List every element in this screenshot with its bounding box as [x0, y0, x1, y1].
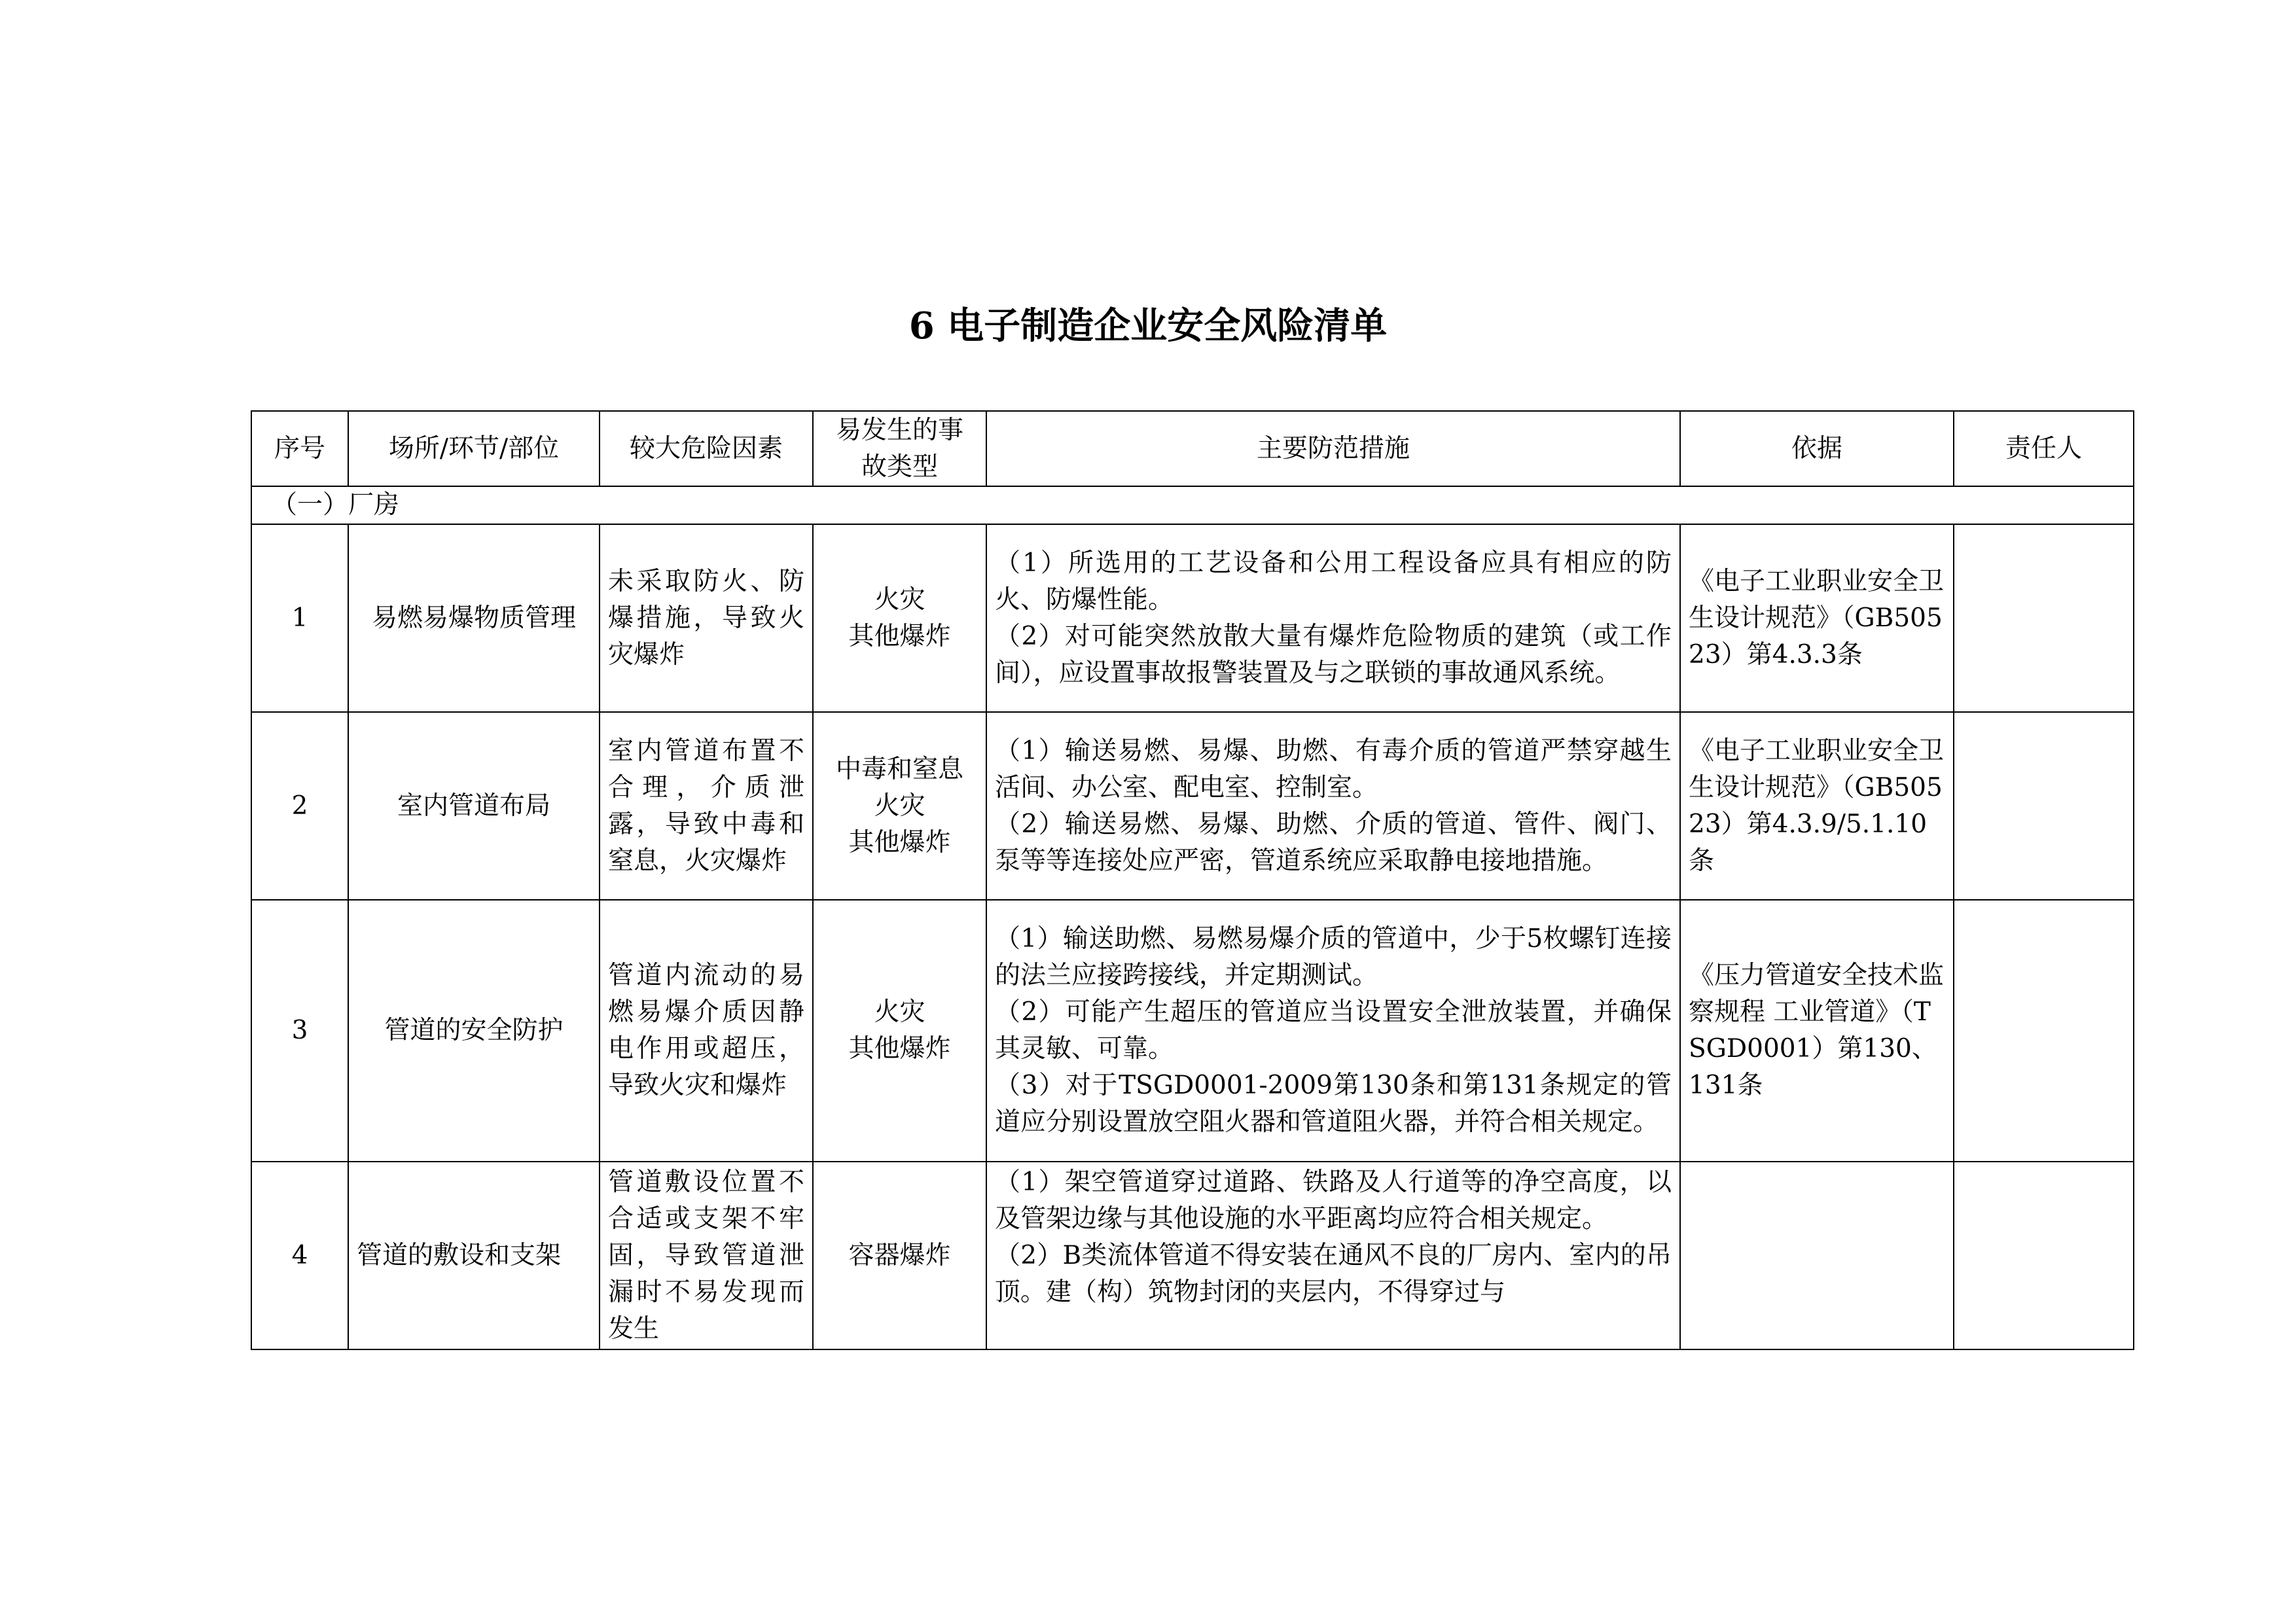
row-owner[interactable]: [1954, 524, 2134, 712]
row-owner[interactable]: [1954, 1162, 2134, 1349]
table-row: [251, 524, 2134, 712]
row-location: 管道的敷设和支架: [348, 1162, 600, 1349]
header-measures: 主要防范措施: [986, 411, 1680, 486]
row-accident-types: [813, 900, 986, 1162]
row-measures: [986, 524, 1680, 712]
table-header-row: [251, 411, 2134, 486]
table-row: [251, 712, 2134, 900]
row-basis: 《压力管道安全技术监察规程 工业管道》（TSGD0001）第130、131条: [1680, 900, 1954, 1162]
measure-item: （1）架空管道穿过道路、铁路及人行道等的净空高度，以及管架边缘与其他设施的水平距离均应符合相关规定。: [995, 1167, 1672, 1234]
row-measures: [986, 900, 1680, 1162]
accident-type: 容器爆炸: [848, 1240, 951, 1270]
row-accident-types: [813, 524, 986, 712]
row-location: 室内管道布局: [348, 712, 600, 900]
row-accident-types: [813, 712, 986, 900]
header-hazard: 较大危险因素: [600, 411, 813, 486]
row-accident-types: [813, 1162, 986, 1349]
section-row: [251, 486, 2134, 524]
row-hazard: 室内管道布置不合理，介质泄露，导致中毒和窒息，火灾爆炸: [600, 712, 813, 900]
row-location: 易燃易爆物质管理: [348, 524, 600, 712]
measure-item: （2）对可能突然放散大量有爆炸危险物质的建筑（或工作间），应设置事故报警装置及与之联锁的事故通风系统。: [995, 621, 1672, 688]
row-hazard: 管道内流动的易燃易爆介质因静电作用或超压，导致火灾和爆炸: [600, 900, 813, 1162]
accident-type: 其他爆炸: [848, 827, 951, 857]
row-owner[interactable]: [1954, 712, 2134, 900]
measure-item: （1）输送助燃、易燃易爆介质的管道中，少于5枚螺钉连接的法兰应接跨接线，并定期测试。: [995, 924, 1672, 990]
row-no: 4: [251, 1162, 348, 1349]
accident-type: 其他爆炸: [848, 621, 951, 651]
measure-item: （3）对于TSGD0001-2009第130条和第131条规定的管道应分别设置放空阻火器和管道阻火器，并符合相关规定。: [995, 1071, 1672, 1137]
table-row: [251, 900, 2134, 1162]
measure-item: （2）输送易燃、易爆、助燃、介质的管道、管件、阀门、泵等等连接处应严密，管道系统应采取静电接地措施。: [995, 809, 1672, 876]
row-hazard: [600, 1162, 813, 1349]
accident-type: 火灾: [874, 997, 925, 1027]
section-label: （一）厂房: [251, 486, 2134, 524]
accident-type: 其他爆炸: [848, 1034, 951, 1063]
header-accident-type: [813, 411, 986, 486]
accident-type: 火灾: [874, 791, 925, 821]
table-row: [251, 1162, 2134, 1349]
header-no: 序号: [251, 411, 348, 486]
row-no: 1: [251, 524, 348, 712]
row-no: 3: [251, 900, 348, 1162]
measure-item: （1）输送易燃、易爆、助燃、有毒介质的管道严禁穿越生活间、办公室、配电室、控制室。: [995, 736, 1672, 802]
row-owner[interactable]: [1954, 900, 2134, 1162]
row-measures-clip: [995, 1164, 1672, 1347]
row-hazard: 未采取防火、防爆措施，导致火灾爆炸: [600, 524, 813, 712]
measure-item: （2）可能产生超压的管道应当设置安全泄放装置，并确保其灵敏、可靠。: [995, 997, 1672, 1063]
row-basis: 《电子工业职业安全卫生设计规范》（GB50523）第4.3.9/5.1.10条: [1680, 712, 1954, 900]
row-no: 2: [251, 712, 348, 900]
header-location: 场所/环节/部位: [348, 411, 600, 486]
accident-type: 中毒和窒息: [835, 754, 963, 784]
header-basis: 依据: [1680, 411, 1954, 486]
row-location: 管道的安全防护: [348, 900, 600, 1162]
row-hazard-text: 管道敷设位置不合适或支架不牢固，导致管道泄漏时不易发现而发生: [608, 1167, 804, 1344]
measure-item: （1）所选用的工艺设备和公用工程设备应具有相应的防火、防爆性能。: [995, 548, 1672, 615]
header-accident-type-line1: 易发生的事: [835, 415, 963, 445]
risk-table: [251, 410, 2134, 1350]
measure-item: （2）B类流体管道不得安装在通风不良的厂房内、室内的吊顶。建（构）筑物封闭的夹层内，不得穿过与: [995, 1240, 1672, 1307]
row-basis: 《电子工业职业安全卫生设计规范》（GB50523）第4.3.3条: [1680, 524, 1954, 712]
page-title: 6 电子制造企业安全风险清单: [908, 304, 1388, 348]
header-accident-type-line2: 故类型: [861, 452, 938, 482]
row-measures: [986, 1162, 1680, 1349]
accident-type: 火灾: [874, 584, 925, 615]
row-basis: [1680, 1162, 1954, 1349]
row-measures: [986, 712, 1680, 900]
header-owner: 责任人: [1954, 411, 2134, 486]
